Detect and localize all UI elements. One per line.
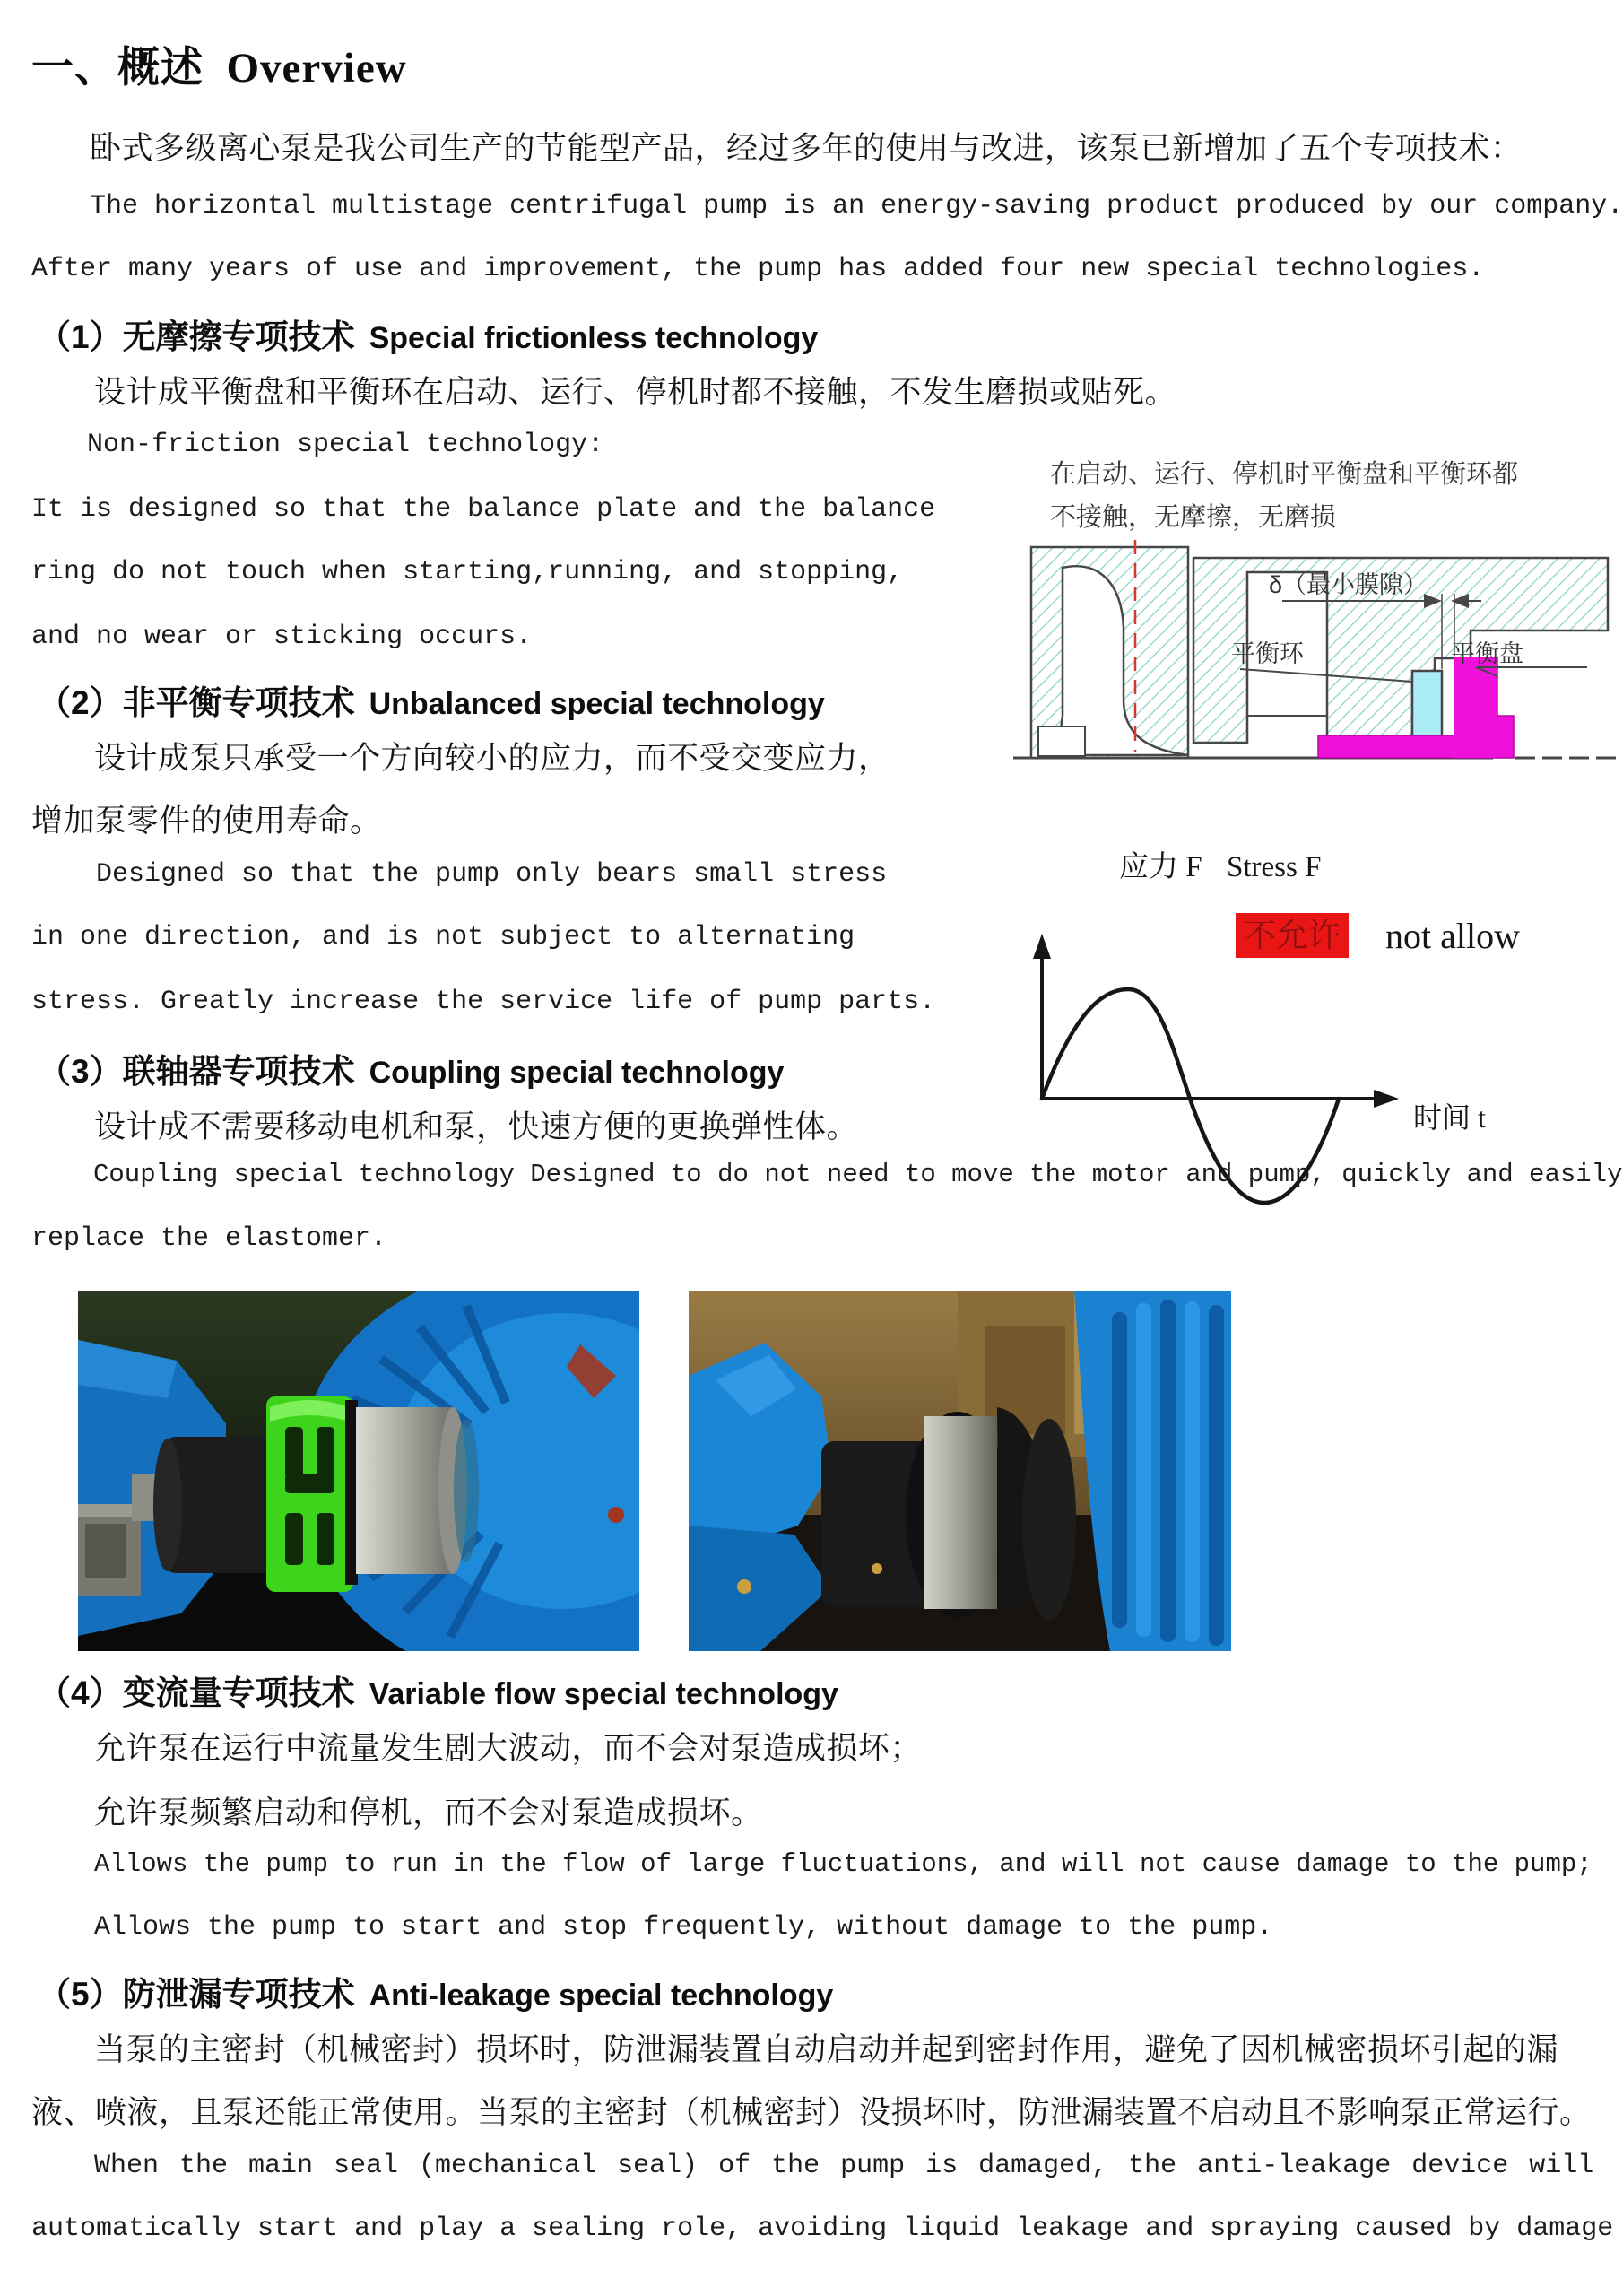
text-line: automatically start and play a sealing role, avoiding liquid leakage and spraying caused by damage <box>31 2213 1614 2244</box>
section-heading <box>38 309 818 358</box>
text-line: 增加泵零件的使用寿命。 <box>31 804 382 839</box>
text-line: 液、喷液，且泵还能正常使用。当泵的主密封（机械密封）没损坏时，防泄漏装置不启动且不影响泵正常运行。 <box>31 2095 1592 2130</box>
text-line: and no wear or sticking occurs. <box>31 622 533 652</box>
stress-chart-figure <box>1022 848 1623 1224</box>
impeller-step <box>1038 726 1085 756</box>
coupling-photo-right-art <box>689 1291 1231 1651</box>
section-heading-zh: （5）防泄漏专项技术 <box>38 1976 355 2013</box>
stress-xlabel: 时间 t <box>1413 1101 1486 1134</box>
section-heading <box>38 1665 838 1714</box>
y-axis-arrow <box>1033 934 1051 959</box>
text-line: 设计成泵只承受一个方向较小的应力，而不受交变应力， <box>94 741 890 776</box>
page-title: 一、概述 Overview <box>31 45 407 91</box>
text-line: 卧式多级离心泵是我公司生产的节能型产品，经过多年的使用与改进，该泵已新增加了五个专项技术： <box>90 131 1523 166</box>
figure-caption-line2: 不接触，无摩擦，无磨损 <box>1050 503 1337 532</box>
text-line: 设计成平衡盘和平衡环在启动、运行、停机时都不接触，不发生磨损或贴死。 <box>94 375 1177 410</box>
coupling-photo-right <box>689 1291 1231 1651</box>
text-line: Allows the pump to start and stop frequently, without damage to the pump. <box>94 1912 1273 1943</box>
section-heading-zh: （1）无摩擦专项技术 <box>38 318 355 355</box>
section-heading-en: Anti-leakage special technology <box>369 1979 834 2013</box>
text-line: Designed so that the pump only bears small stress <box>96 859 888 890</box>
stress-chart <box>1022 848 1623 1224</box>
text-line: ring do not touch when starting,running, and stopping, <box>31 557 904 587</box>
section-heading-en: Variable flow special technology <box>369 1677 838 1711</box>
coupling-photo-left <box>78 1291 639 1651</box>
text-line: 设计成不需要移动电机和泵，快速方便的更换弹性体。 <box>94 1109 859 1144</box>
section-heading-zh: （3）联轴器专项技术 <box>38 1053 355 1090</box>
delta-gap-label: δ（最小膜隙） <box>1269 571 1428 598</box>
text-line: Allows the pump to run in the flow of large fluctuations, and will not cause damage to the pump; <box>94 1849 1593 1879</box>
text-line: It is designed so that the balance plate and the balance <box>31 494 936 525</box>
section-heading <box>38 675 825 724</box>
section-heading <box>38 1044 784 1092</box>
balance-ring-label: 平衡环 <box>1231 640 1304 667</box>
text-line: Coupling special technology Designed to do not need to move the motor and pump, quickly and easily <box>93 1160 1623 1189</box>
text-line: When the main seal (mechanical seal) of the pump is damaged, the anti-leakage device will <box>94 2151 1594 2181</box>
balance-plate-drawing <box>1013 447 1623 770</box>
stress-ylabel-cn: 应力 F <box>1119 851 1202 883</box>
text-line: The horizontal multistage centrifugal pump is an energy-saving product produced by our company. <box>90 191 1623 222</box>
balance-disc-bar <box>1454 657 1497 758</box>
text-line: stress. Greatly increase the service life of pump parts. <box>31 987 936 1017</box>
stress-ylabel-en: Stress F <box>1227 851 1322 883</box>
green-elastomer-ring <box>266 1396 353 1592</box>
text-line: replace the elastomer. <box>31 1223 387 1254</box>
text-line: in one direction, and is not subject to alternating <box>31 922 855 952</box>
not-allow-label-cn: 不允许 <box>1243 917 1341 953</box>
balance-disc-label: 平衡盘 <box>1451 640 1523 667</box>
steel-ring <box>356 1407 453 1574</box>
section-heading-en: Unbalanced special technology <box>369 687 825 721</box>
text-line: After many years of use and improvement, the pump has added four new special technologies. <box>31 254 1485 284</box>
text-line: 当泵的主密封（机械密封）损坏时，防泄漏装置自动启动并起到密封作用，避免了因机械密损坏引起的漏 <box>94 2032 1559 2067</box>
stress-sine-curve <box>1042 989 1339 1203</box>
text-line: 允许泵频繁启动和停机，而不会对泵造成损坏。 <box>94 1796 763 1831</box>
section-heading <box>38 1967 833 2015</box>
section-heading-en: Special frictionless technology <box>369 321 819 355</box>
section-heading-zh: （2）非平衡专项技术 <box>38 684 355 721</box>
x-axis-arrow <box>1374 1090 1399 1108</box>
text-line: Non-friction special technology: <box>87 430 604 460</box>
figure-caption-line1: 在启动、运行、停机时平衡盘和平衡环都 <box>1050 460 1519 489</box>
section-heading-zh: （4）变流量专项技术 <box>38 1674 355 1711</box>
text-line: 允许泵在运行中流量发生剧大波动，而不会对泵造成损坏； <box>94 1731 923 1766</box>
coupling-photo-left-art <box>78 1291 639 1651</box>
balance-plate-figure <box>1013 447 1623 770</box>
not-allow-label-en: not allow <box>1385 916 1520 956</box>
section-heading-en: Coupling special technology <box>369 1056 785 1090</box>
steel-band <box>924 1416 997 1609</box>
